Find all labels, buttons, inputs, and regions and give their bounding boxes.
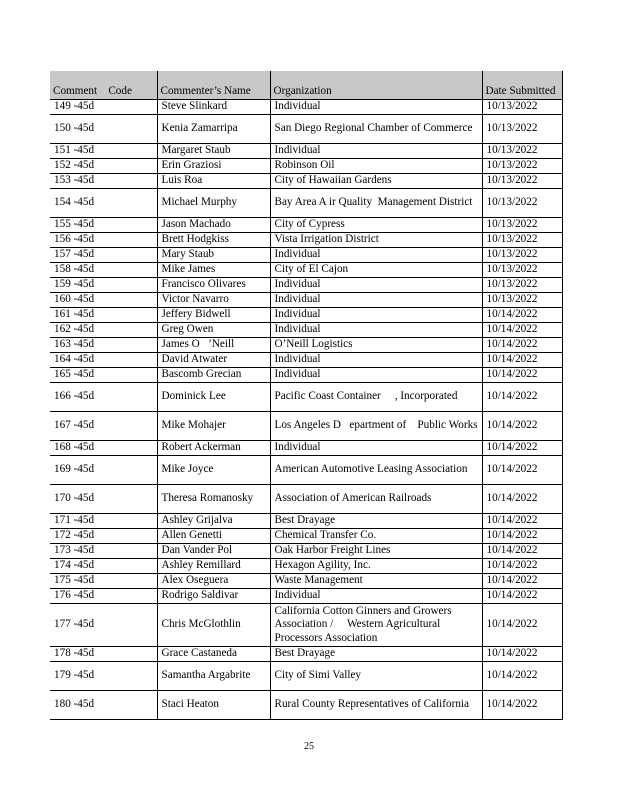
comment-code-cell: 163 -45d (50, 338, 157, 353)
commenter-name-cell: Mike Joyce (157, 456, 270, 485)
commenter-name-cell: Victor Navarro (157, 293, 270, 308)
commenter-name-cell: Staci Heaton (157, 691, 270, 720)
comment-code-cell: 169 -45d (50, 456, 157, 485)
table-row (50, 100, 562, 115)
organization-cell: Individual (270, 293, 482, 308)
comment-code-cell: 159 -45d (50, 278, 157, 293)
date-submitted-cell: 10/14/2022 (482, 589, 562, 604)
comment-code-cell: 170 -45d (50, 485, 157, 514)
commenter-name-cell: Chris McGlothlin (157, 604, 270, 647)
date-submitted-cell: 10/14/2022 (482, 308, 562, 323)
table-row (50, 218, 562, 233)
comment-code-cell: 178 -45d (50, 647, 157, 662)
date-submitted-cell: 10/14/2022 (482, 368, 562, 383)
date-submitted-cell: 10/14/2022 (482, 544, 562, 559)
commenter-name-cell: Erin Graziosi (157, 159, 270, 174)
table-row (50, 263, 562, 278)
commenter-name-cell: Mary Staub (157, 248, 270, 263)
commenter-name-cell: Dan Vander Pol (157, 544, 270, 559)
date-submitted-cell: 10/13/2022 (482, 189, 562, 218)
header-comment-code: Comment Code (50, 71, 157, 100)
organization-cell: City of El Cajon (270, 263, 482, 278)
table-row (50, 691, 562, 720)
commenter-name-cell: Francisco Olivares (157, 278, 270, 293)
commenter-name-cell: James O ’Neill (157, 338, 270, 353)
organization-cell: American Automotive Leasing Association (270, 456, 482, 485)
commenter-name-cell: Brett Hodgkiss (157, 233, 270, 248)
organization-cell: City of Cypress (270, 218, 482, 233)
date-submitted-cell: 10/13/2022 (482, 248, 562, 263)
table-row (50, 662, 562, 691)
commenter-name-cell: Theresa Romanosky (157, 485, 270, 514)
commenter-name-cell: Ashley Remillard (157, 559, 270, 574)
commenter-name-cell: Steve Slinkard (157, 100, 270, 115)
commenter-name-cell: Allen Genetti (157, 529, 270, 544)
date-submitted-cell: 10/13/2022 (482, 174, 562, 189)
comment-code-cell: 150 -45d (50, 115, 157, 144)
table-row (50, 278, 562, 293)
comment-code-cell: 168 -45d (50, 441, 157, 456)
date-submitted-cell: 10/14/2022 (482, 529, 562, 544)
table-row (50, 589, 562, 604)
table-row (50, 647, 562, 662)
date-submitted-cell: 10/14/2022 (482, 338, 562, 353)
table-row (50, 189, 562, 218)
comment-code-cell: 175 -45d (50, 574, 157, 589)
organization-cell: Individual (270, 278, 482, 293)
comment-code-cell: 171 -45d (50, 514, 157, 529)
comment-code-cell: 152 -45d (50, 159, 157, 174)
date-submitted-cell: 10/14/2022 (482, 441, 562, 456)
commenter-name-cell: Bascomb Grecian (157, 368, 270, 383)
table-row (50, 529, 562, 544)
comment-code-cell: 167 -45d (50, 412, 157, 441)
date-submitted-cell: 10/13/2022 (482, 218, 562, 233)
commenter-name-cell: Robert Ackerman (157, 441, 270, 456)
table-header-row (50, 71, 562, 100)
table-row (50, 485, 562, 514)
header-organization: Organization (270, 71, 482, 100)
comment-code-cell: 153 -45d (50, 174, 157, 189)
date-submitted-cell: 10/13/2022 (482, 278, 562, 293)
date-submitted-cell: 10/14/2022 (482, 604, 562, 647)
organization-cell: City of Hawaiian Gardens (270, 174, 482, 189)
date-submitted-cell: 10/14/2022 (482, 647, 562, 662)
commenter-name-cell: Margaret Staub (157, 144, 270, 159)
date-submitted-cell: 10/13/2022 (482, 233, 562, 248)
commenter-name-cell: Samantha Argabrite (157, 662, 270, 691)
comment-code-cell: 161 -45d (50, 308, 157, 323)
organization-cell: Individual (270, 100, 482, 115)
organization-cell: Pacific Coast Container , Incorporated (270, 383, 482, 412)
comment-code-cell: 174 -45d (50, 559, 157, 574)
organization-cell: Individual (270, 353, 482, 368)
date-submitted-cell: 10/14/2022 (482, 662, 562, 691)
commenter-name-cell: David Atwater (157, 353, 270, 368)
comment-code-cell: 172 -45d (50, 529, 157, 544)
organization-cell: Oak Harbor Freight Lines (270, 544, 482, 559)
date-submitted-cell: 10/14/2022 (482, 353, 562, 368)
organization-cell: Best Drayage (270, 514, 482, 529)
table-row (50, 604, 562, 647)
table-row (50, 353, 562, 368)
organization-cell: Individual (270, 308, 482, 323)
organization-cell: Chemical Transfer Co. (270, 529, 482, 544)
date-submitted-cell: 10/14/2022 (482, 514, 562, 529)
table-row (50, 441, 562, 456)
comment-code-cell: 173 -45d (50, 544, 157, 559)
comment-table (50, 71, 563, 720)
commenter-name-cell: Grace Castaneda (157, 647, 270, 662)
table-row (50, 308, 562, 323)
comment-code-cell: 164 -45d (50, 353, 157, 368)
comment-code-cell: 157 -45d (50, 248, 157, 263)
organization-cell: Hexagon Agility, Inc. (270, 559, 482, 574)
commenter-name-cell: Alex Oseguera (157, 574, 270, 589)
header-commenter-name: Commenter’s Name (157, 71, 270, 100)
date-submitted-cell: 10/13/2022 (482, 263, 562, 278)
date-submitted-cell: 10/13/2022 (482, 144, 562, 159)
comment-code-cell: 176 -45d (50, 589, 157, 604)
table-row (50, 159, 562, 174)
comment-code-cell: 149 -45d (50, 100, 157, 115)
table-row (50, 115, 562, 144)
organization-cell: Rural County Representatives of California (270, 691, 482, 720)
comment-code-cell: 165 -45d (50, 368, 157, 383)
date-submitted-cell: 10/14/2022 (482, 574, 562, 589)
comment-code-cell: 158 -45d (50, 263, 157, 278)
organization-cell: Robinson Oil (270, 159, 482, 174)
commenter-name-cell: Dominick Lee (157, 383, 270, 412)
organization-cell: Waste Management (270, 574, 482, 589)
commenter-name-cell: Luis Roa (157, 174, 270, 189)
comment-code-cell: 166 -45d (50, 383, 157, 412)
table-row (50, 456, 562, 485)
organization-cell: Los Angeles D epartment of Public Works (270, 412, 482, 441)
table-row (50, 383, 562, 412)
date-submitted-cell: 10/13/2022 (482, 293, 562, 308)
commenter-name-cell: Ashley Grijalva (157, 514, 270, 529)
header-date-submitted: Date Submitted (482, 71, 562, 100)
organization-cell: Individual (270, 368, 482, 383)
table-row (50, 323, 562, 338)
comment-code-cell: 151 -45d (50, 144, 157, 159)
date-submitted-cell: 10/14/2022 (482, 323, 562, 338)
date-submitted-cell: 10/13/2022 (482, 100, 562, 115)
commenter-name-cell: Greg Owen (157, 323, 270, 338)
organization-cell: Individual (270, 589, 482, 604)
commenter-name-cell: Jason Machado (157, 218, 270, 233)
commenter-name-cell: Mike James (157, 263, 270, 278)
organization-cell: Individual (270, 441, 482, 456)
table-row (50, 574, 562, 589)
comment-code-cell: 155 -45d (50, 218, 157, 233)
organization-cell: O’Neill Logistics (270, 338, 482, 353)
organization-cell: Individual (270, 323, 482, 338)
table-row (50, 514, 562, 529)
comment-code-cell: 162 -45d (50, 323, 157, 338)
organization-cell: City of Simi Valley (270, 662, 482, 691)
table-row (50, 144, 562, 159)
date-submitted-cell: 10/14/2022 (482, 383, 562, 412)
organization-cell: Association of American Railroads (270, 485, 482, 514)
date-submitted-cell: 10/13/2022 (482, 115, 562, 144)
organization-cell: Bay Area A ir Quality Management District (270, 189, 482, 218)
comment-code-cell: 160 -45d (50, 293, 157, 308)
table-row (50, 293, 562, 308)
organization-cell: Individual (270, 144, 482, 159)
organization-cell: California Cotton Ginners and Growers Association / Western Agricultural Processors Association (270, 604, 482, 647)
date-submitted-cell: 10/13/2022 (482, 159, 562, 174)
organization-cell: San Diego Regional Chamber of Commerce (270, 115, 482, 144)
page-number: 25 (304, 741, 314, 752)
commenter-name-cell: Rodrigo Saldivar (157, 589, 270, 604)
organization-cell: Best Drayage (270, 647, 482, 662)
organization-cell: Vista Irrigation District (270, 233, 482, 248)
comment-code-cell: 179 -45d (50, 662, 157, 691)
comment-code-cell: 180 -45d (50, 691, 157, 720)
commenter-name-cell: Kenia Zamarripa (157, 115, 270, 144)
commenter-name-cell: Michael Murphy (157, 189, 270, 218)
date-submitted-cell: 10/14/2022 (482, 559, 562, 574)
table-row (50, 544, 562, 559)
date-submitted-cell: 10/14/2022 (482, 691, 562, 720)
date-submitted-cell: 10/14/2022 (482, 485, 562, 514)
date-submitted-cell: 10/14/2022 (482, 412, 562, 441)
commenter-name-cell: Jeffery Bidwell (157, 308, 270, 323)
organization-cell: Individual (270, 248, 482, 263)
commenter-name-cell: Mike Mohajer (157, 412, 270, 441)
comment-code-cell: 156 -45d (50, 233, 157, 248)
table-row (50, 559, 562, 574)
table-row (50, 233, 562, 248)
table-row (50, 338, 562, 353)
table-row (50, 248, 562, 263)
comment-code-cell: 154 -45d (50, 189, 157, 218)
table-row (50, 368, 562, 383)
date-submitted-cell: 10/14/2022 (482, 456, 562, 485)
table-row (50, 412, 562, 441)
table-row (50, 174, 562, 189)
comment-code-cell: 177 -45d (50, 604, 157, 647)
